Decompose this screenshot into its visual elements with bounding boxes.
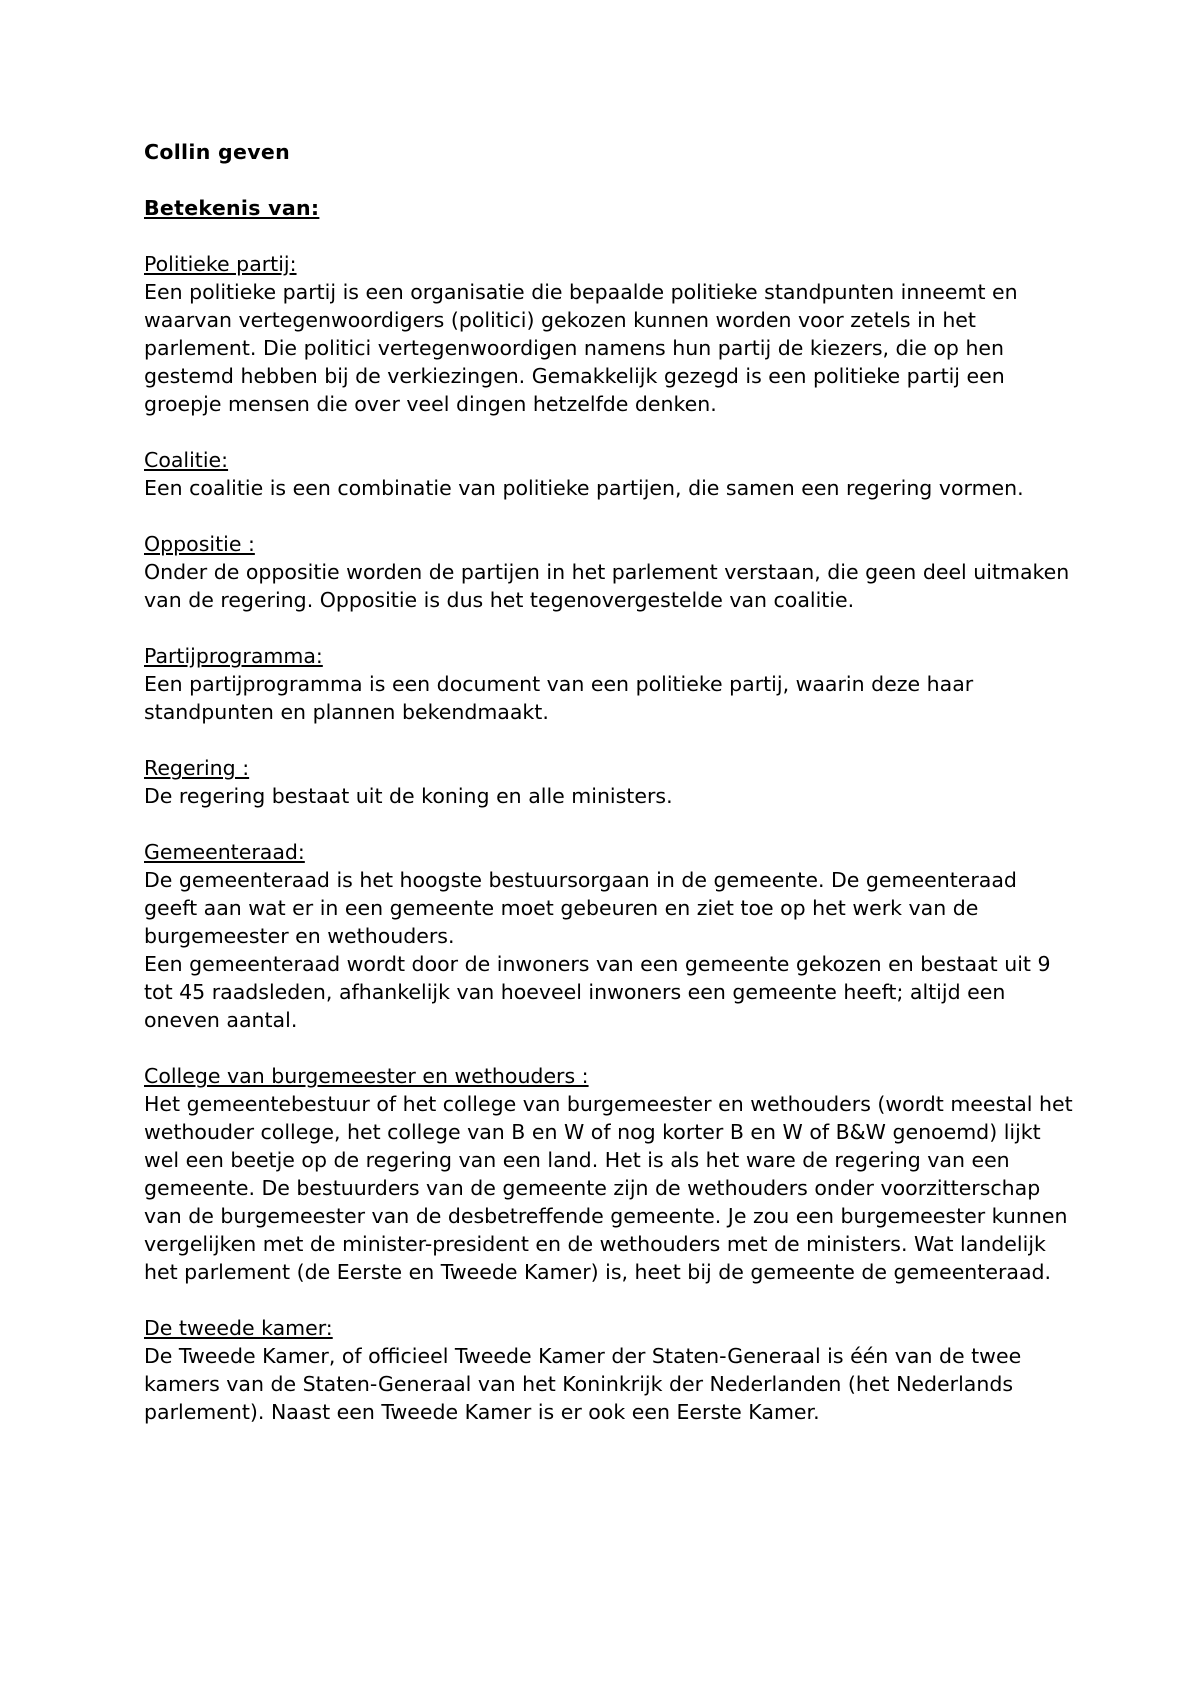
definition-section [144,1062,1074,1286]
definition-paragraph: Het gemeentebestuur of het college van burgemeester en wethouders (wordt meestal het wethouder college, het college van B en W of nog korter B en W of B&W genoemd) lijkt wel een beetje op de regering van een land. Het is als het ware de regering van een gemeente. De bestuurders van de gemeente zijn de wethouders onder voorzitterschap van de burgemeester van de desbetreffende gemeente. Je zou een burgemeester kunnen vergelijken met de minister-president en de wethouders met de ministers. Wat landelijk het parlement (de Eerste en Tweede Kamer) is, heet bij de gemeente de gemeenteraad. [144,1092,1073,1284]
document-title: Collin geven [144,140,290,164]
document-body [144,138,1074,1426]
definition-section [144,838,1074,1034]
definition-section [144,530,1074,614]
definition-section [144,1314,1074,1426]
definition-paragraph: Een gemeenteraad wordt door de inwoners van een gemeente gekozen en bestaat uit 9 tot 45 raadsleden, afhankelijk van hoeveel inwoners een gemeente heeft; altijd een oneven aantal. [144,952,1051,1032]
term-label: College van burgemeester en wethouders : [144,1064,589,1088]
definition-paragraph: De regering bestaat uit de koning en alle ministers. [144,784,673,808]
term-label: Partijprogramma: [144,644,323,668]
definition-paragraph: Een partijprogramma is een document van een politieke partij, waarin deze haar standpunten en plannen bekendmaakt. [144,672,974,724]
definition-paragraph: Een politieke partij is een organisatie die bepaalde politieke standpunten inneemt en waarvan vertegenwoordigers (politici) gekozen kunnen worden voor zetels in het parlement. Die politici vertegenwoordigen namens hun partij de kiezers, die op hen gestemd hebben bij de verkiezingen. Gemakkelijk gezegd is een politieke partij een groepje mensen die over veel dingen hetzelfde denken. [144,280,1018,416]
definition-paragraph: De gemeenteraad is het hoogste bestuursorgaan in de gemeente. De gemeenteraad geeft aan wat er in een gemeente moet gebeuren en ziet toe op het werk van de burgemeester en wethouders. [144,868,1017,948]
term-label: Regering : [144,756,250,780]
definition-text [144,670,1074,726]
term-label: Oppositie : [144,532,255,556]
term-label: Gemeenteraad: [144,840,305,864]
term-label: De tweede kamer: [144,1316,333,1340]
definition-paragraph: Onder de oppositie worden de partijen in het parlement verstaan, die geen deel uitmaken van de regering. Oppositie is dus het tegenovergestelde van coalitie. [144,560,1070,612]
term-label: Coalitie: [144,448,229,472]
definition-text [144,1342,1074,1426]
definition-section [144,642,1074,726]
term-label: Politieke partij: [144,252,297,276]
definition-text [144,558,1074,614]
definition-text [144,866,1074,1034]
section-heading: Betekenis van: [144,196,320,220]
definition-text [144,474,1074,502]
definition-section [144,754,1074,810]
definition-text [144,278,1074,418]
definition-paragraph: De Tweede Kamer, of officieel Tweede Kamer der Staten-Generaal is één van de twee kamers van de Staten-Generaal van het Koninkrijk der Nederlanden (het Nederlands parlement). Naast een Tweede Kamer is er ook een Eerste Kamer. [144,1344,1022,1424]
definition-section [144,446,1074,502]
definition-section [144,250,1074,418]
definition-paragraph: Een coalitie is een combinatie van politieke partijen, die samen een regering vormen. [144,476,1024,500]
definition-text [144,782,1074,810]
definition-text [144,1090,1074,1286]
